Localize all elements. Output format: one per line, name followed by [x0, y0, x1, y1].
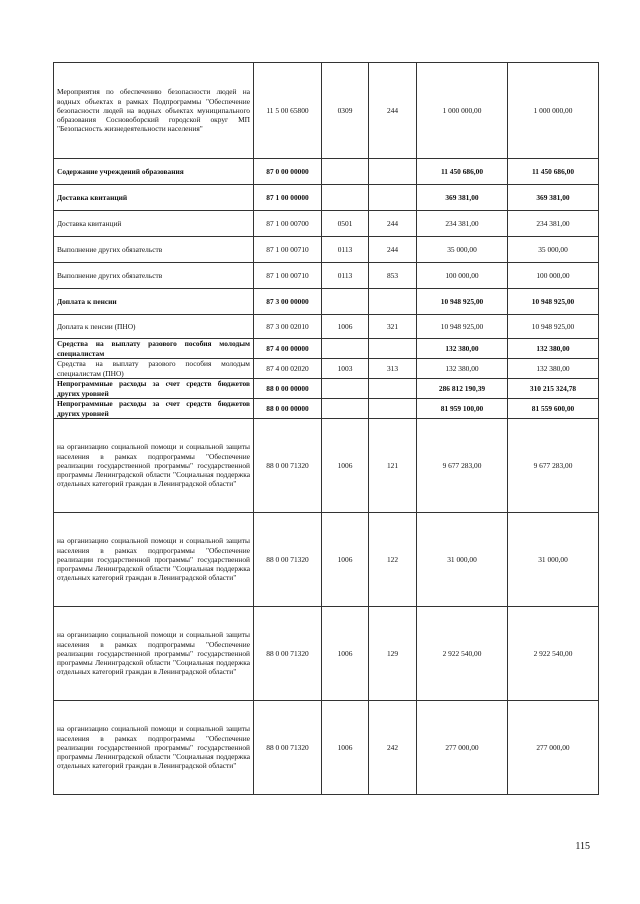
table-row: [54, 419, 599, 513]
cell-amount-2: 310 215 324,78: [508, 379, 599, 399]
table-row: [54, 359, 599, 379]
cell-expense-type: [369, 379, 417, 399]
cell-expense-type: [369, 289, 417, 315]
cell-code: 87 3 00 00000: [254, 289, 322, 315]
cell-amount-2: 234 381,00: [508, 211, 599, 237]
cell-amount-1: 2 922 540,00: [417, 607, 508, 701]
cell-section: [322, 379, 369, 399]
cell-expense-type: 244: [369, 63, 417, 159]
cell-amount-2: 9 677 283,00: [508, 419, 599, 513]
cell-amount-2: 1 000 000,00: [508, 63, 599, 159]
cell-expense-type: [369, 185, 417, 211]
cell-section: 1006: [322, 315, 369, 339]
cell-section: 1006: [322, 419, 369, 513]
cell-expense-type: [369, 339, 417, 359]
cell-code: 87 1 00 00710: [254, 237, 322, 263]
cell-amount-1: 1 000 000,00: [417, 63, 508, 159]
cell-code: 87 1 00 00710: [254, 263, 322, 289]
cell-amount-1: 35 000,00: [417, 237, 508, 263]
table-row: [54, 379, 599, 399]
cell-name: на организацию социальной помощи и социальной защиты населения в рамках подпрограммы "Обеспечение реализации государственной программы" государственной программы Ленинградской области "Социальная поддержка отдельных категорий граждан в Ленинградской области": [54, 701, 254, 795]
cell-name: Доплата к пенсии: [54, 289, 254, 315]
cell-code: 88 0 00 71320: [254, 701, 322, 795]
cell-code: 88 0 00 71320: [254, 419, 322, 513]
cell-code: 88 0 00 71320: [254, 513, 322, 607]
cell-expense-type: 242: [369, 701, 417, 795]
cell-amount-2: 277 000,00: [508, 701, 599, 795]
cell-expense-type: 853: [369, 263, 417, 289]
cell-section: 1006: [322, 513, 369, 607]
cell-amount-1: 286 812 190,39: [417, 379, 508, 399]
cell-expense-type: 244: [369, 211, 417, 237]
cell-amount-1: 9 677 283,00: [417, 419, 508, 513]
cell-amount-1: 10 948 925,00: [417, 289, 508, 315]
cell-name: на организацию социальной помощи и социальной защиты населения в рамках подпрограммы "Обеспечение реализации государственной программы" государственной программы Ленинградской области "Социальная поддержка отдельных категорий граждан в Ленинградской области": [54, 513, 254, 607]
table-row: [54, 211, 599, 237]
cell-section: [322, 339, 369, 359]
cell-expense-type: 321: [369, 315, 417, 339]
cell-amount-2: 10 948 925,00: [508, 289, 599, 315]
cell-amount-2: 10 948 925,00: [508, 315, 599, 339]
cell-code: 87 1 00 00700: [254, 211, 322, 237]
cell-amount-2: 369 381,00: [508, 185, 599, 211]
cell-section: 0501: [322, 211, 369, 237]
budget-table: [53, 62, 599, 795]
table-row: [54, 339, 599, 359]
cell-amount-1: 132 380,00: [417, 359, 508, 379]
cell-section: [322, 185, 369, 211]
cell-expense-type: 122: [369, 513, 417, 607]
cell-code: 88 0 00 00000: [254, 399, 322, 419]
cell-amount-1: 31 000,00: [417, 513, 508, 607]
cell-amount-1: 100 000,00: [417, 263, 508, 289]
cell-name: Средства на выплату разового пособия молодым специалистам: [54, 339, 254, 359]
cell-code: 87 4 00 02020: [254, 359, 322, 379]
cell-amount-2: 81 559 600,00: [508, 399, 599, 419]
cell-code: 88 0 00 71320: [254, 607, 322, 701]
cell-name: Выполнение других обязательств: [54, 237, 254, 263]
cell-name: Непрограммные расходы за счет средств бюджетов других уровней: [54, 379, 254, 399]
cell-amount-2: 31 000,00: [508, 513, 599, 607]
cell-section: 0113: [322, 237, 369, 263]
cell-section: [322, 289, 369, 315]
cell-code: 87 1 00 00000: [254, 185, 322, 211]
cell-section: 0113: [322, 263, 369, 289]
cell-section: [322, 159, 369, 185]
cell-section: 1006: [322, 607, 369, 701]
cell-name: Содержание учреждений образования: [54, 159, 254, 185]
table-row: [54, 399, 599, 419]
cell-name: Выполнение других обязательств: [54, 263, 254, 289]
cell-amount-2: 132 380,00: [508, 339, 599, 359]
cell-amount-1: 277 000,00: [417, 701, 508, 795]
cell-name: на организацию социальной помощи и социальной защиты населения в рамках подпрограммы "Обеспечение реализации государственной программы" государственной программы Ленинградской области "Социальная поддержка отдельных категорий граждан в Ленинградской области": [54, 607, 254, 701]
cell-code: 87 0 00 00000: [254, 159, 322, 185]
cell-code: 11 5 00 65800: [254, 63, 322, 159]
cell-code: 87 4 00 00000: [254, 339, 322, 359]
cell-section: 0309: [322, 63, 369, 159]
cell-section: 1006: [322, 701, 369, 795]
budget-table-body: [54, 63, 599, 795]
cell-amount-1: 234 381,00: [417, 211, 508, 237]
page-number: 115: [575, 841, 590, 852]
cell-name: Доставка квитанций: [54, 185, 254, 211]
cell-code: 87 3 00 02010: [254, 315, 322, 339]
table-row: [54, 607, 599, 701]
table-row: [54, 263, 599, 289]
cell-name: Доставка квитанций: [54, 211, 254, 237]
cell-amount-2: 11 450 686,00: [508, 159, 599, 185]
cell-expense-type: 129: [369, 607, 417, 701]
cell-name: Доплата к пенсии (ПНО): [54, 315, 254, 339]
table-row: [54, 237, 599, 263]
cell-amount-1: 369 381,00: [417, 185, 508, 211]
cell-amount-1: 81 959 100,00: [417, 399, 508, 419]
cell-amount-1: 132 380,00: [417, 339, 508, 359]
table-row: [54, 185, 599, 211]
cell-expense-type: 313: [369, 359, 417, 379]
cell-amount-2: 2 922 540,00: [508, 607, 599, 701]
table-row: [54, 159, 599, 185]
table-row: [54, 513, 599, 607]
table-row: [54, 315, 599, 339]
cell-code: 88 0 00 00000: [254, 379, 322, 399]
table-row: [54, 701, 599, 795]
cell-name: на организацию социальной помощи и социальной защиты населения в рамках подпрограммы "Обеспечение реализации государственной программы" государственной программы Ленинградской области "Социальная поддержка отдельных категорий граждан в Ленинградской области": [54, 419, 254, 513]
budget-table-container: [53, 62, 598, 795]
cell-section: [322, 399, 369, 419]
cell-amount-1: 11 450 686,00: [417, 159, 508, 185]
cell-amount-2: 35 000,00: [508, 237, 599, 263]
cell-expense-type: 121: [369, 419, 417, 513]
cell-name: Мероприятия по обеспечению безопасности людей на водных объектах в рамках Подпрограммы "Обеспечение безопасности людей на водных объектах муниципального образования Сосновоборский городской округ МП "Безопасность жизнедеятельности населения": [54, 63, 254, 159]
table-row: [54, 289, 599, 315]
cell-amount-1: 10 948 925,00: [417, 315, 508, 339]
table-row: [54, 63, 599, 159]
cell-amount-2: 132 380,00: [508, 359, 599, 379]
cell-name: Непрограммные расходы за счет средств бюджетов других уровней: [54, 399, 254, 419]
cell-section: 1003: [322, 359, 369, 379]
cell-expense-type: 244: [369, 237, 417, 263]
cell-name: Средства на выплату разового пособия молодым специалистам (ПНО): [54, 359, 254, 379]
cell-amount-2: 100 000,00: [508, 263, 599, 289]
cell-expense-type: [369, 399, 417, 419]
cell-expense-type: [369, 159, 417, 185]
